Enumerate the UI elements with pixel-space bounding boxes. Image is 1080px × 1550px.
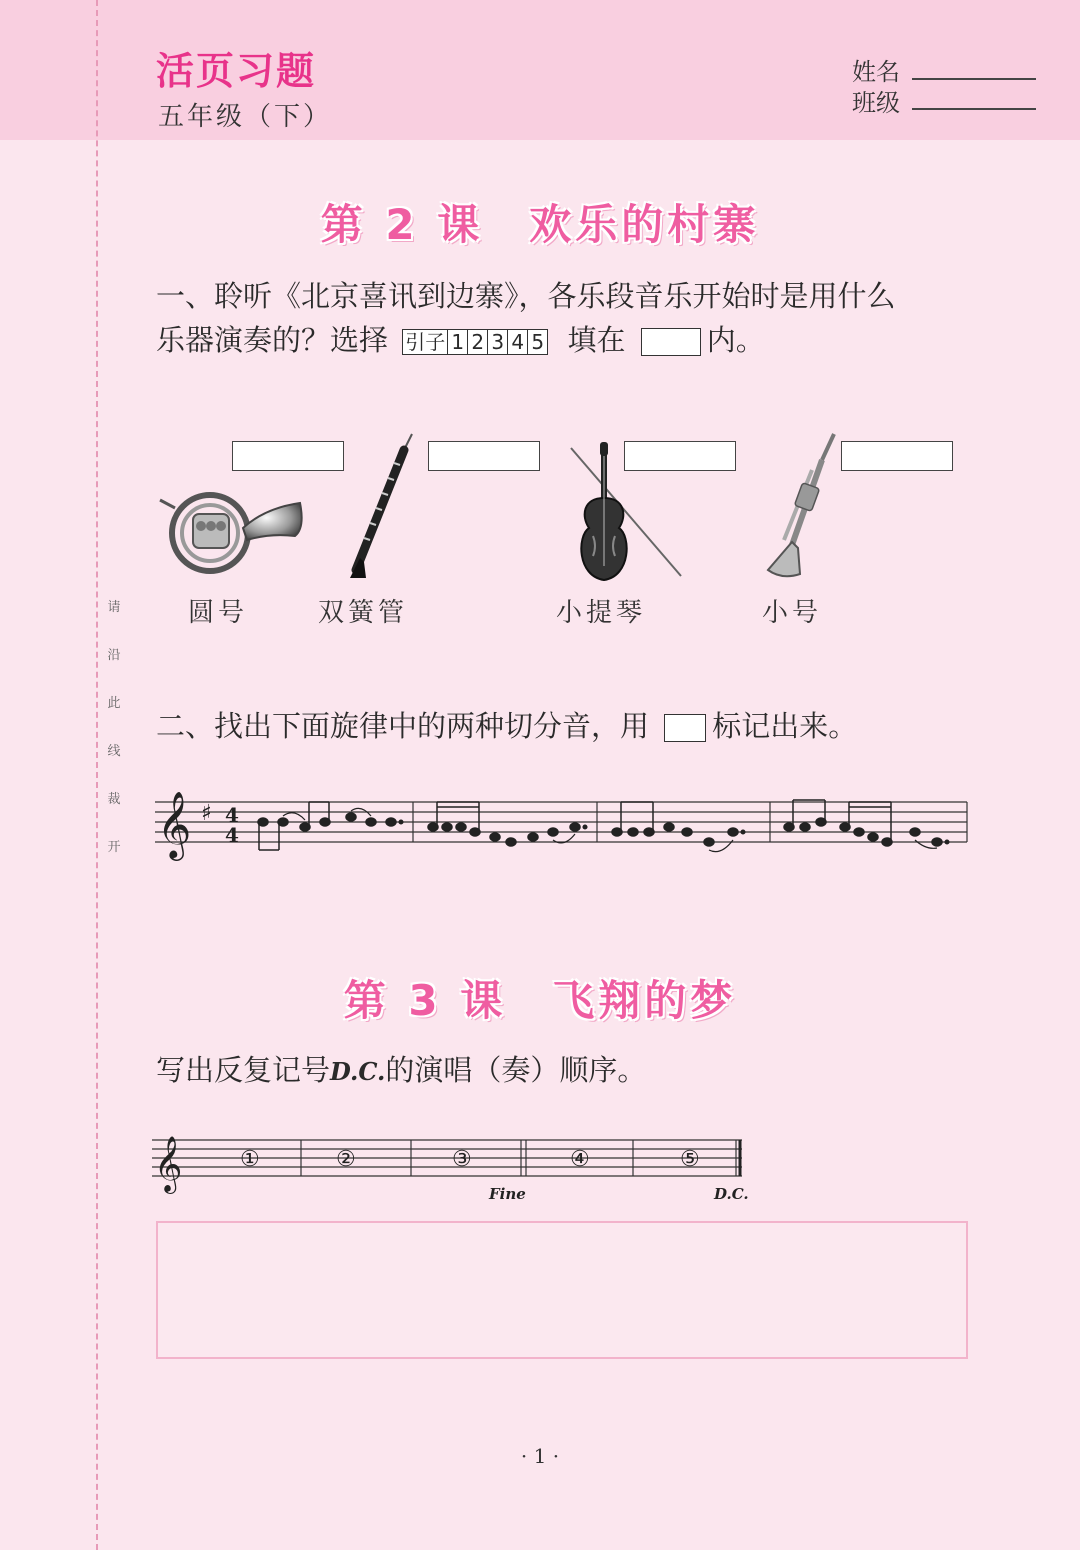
question-2-text-b: 标记出来。: [712, 709, 858, 743]
dc-symbol: D.C.: [330, 1057, 386, 1086]
option-intro: 引子: [402, 329, 448, 355]
trumpet-icon: [762, 430, 842, 580]
repeat-staff: [152, 1130, 757, 1210]
instrument-label: 小号: [762, 598, 823, 628]
answer-box-trumpet[interactable]: [841, 441, 953, 471]
lesson-3-title: 第 3 课 飞翔的梦: [343, 976, 737, 1025]
question-1-line-2: [156, 318, 765, 359]
lesson-3-prompt: [156, 1048, 646, 1089]
instrument-label: 双簧管: [318, 598, 409, 628]
name-label: 姓名: [852, 58, 900, 86]
cut-note-char: 此: [107, 696, 121, 711]
cut-note-char: 请: [107, 600, 121, 615]
measure-2: ②: [336, 1147, 356, 1172]
question-2: [156, 704, 857, 745]
lesson-2-title: 第 2 课 欢乐的村寨: [320, 200, 760, 249]
treble-clef-icon: 𝄞: [154, 1136, 183, 1192]
question-1-text-b: 填在: [567, 323, 626, 357]
instrument-label: 小提琴: [556, 598, 647, 628]
option-5: 5: [527, 329, 548, 355]
question-1-text-a: 乐器演奏的？选择: [156, 323, 389, 357]
option-2: 2: [467, 329, 488, 355]
oboe-icon: [342, 430, 422, 580]
dc-mark: D.C.: [714, 1185, 749, 1203]
cut-note-char: 裁: [107, 792, 121, 807]
option-boxes: [403, 323, 557, 357]
brand-title: 活页习题: [156, 49, 317, 93]
treble-clef-icon: 𝄞: [157, 790, 192, 858]
time-signature-bottom: 4: [225, 823, 239, 847]
option-1: 1: [447, 329, 468, 355]
answer-area[interactable]: [156, 1221, 968, 1359]
name-field[interactable]: [912, 78, 1036, 80]
measure-3: ③: [452, 1147, 472, 1172]
measure-5: ⑤: [680, 1147, 700, 1172]
cut-note-char: 开: [107, 840, 121, 855]
answer-box-horn[interactable]: [232, 441, 344, 471]
cut-note-char: 沿: [107, 648, 121, 663]
answer-box-oboe[interactable]: [428, 441, 540, 471]
option-4: 4: [507, 329, 528, 355]
cut-note-char: 线: [107, 744, 121, 759]
time-signature-top: 4: [225, 803, 239, 827]
class-label: 班级: [852, 89, 900, 117]
prompt-text-a: 写出反复记号: [156, 1053, 331, 1087]
question-2-text-a: 二、找出下面旋律中的两种切分音，用: [156, 709, 650, 743]
class-field[interactable]: [912, 108, 1036, 110]
french-horn-icon: [155, 478, 305, 578]
measure-1: ①: [240, 1147, 260, 1172]
question-1-text-c: 内。: [706, 323, 765, 357]
prompt-text-b: 的演唱（奏）顺序。: [385, 1053, 647, 1087]
option-3: 3: [487, 329, 508, 355]
instrument-label: 圆号: [188, 598, 249, 628]
grade-label: 五年级（下）: [158, 102, 333, 132]
mark-box-sample: [664, 714, 706, 742]
sharp-icon: ♯: [201, 801, 212, 826]
fine-mark: Fine: [489, 1185, 526, 1203]
measure-4: ④: [570, 1147, 590, 1172]
sample-box: [641, 328, 701, 356]
page-number: · 1 ·: [520, 1444, 560, 1468]
question-1-line-1: 一、聆听《北京喜讯到边寨》，各乐段音乐开始时是用什么: [156, 279, 896, 313]
melody-staff: [155, 780, 970, 870]
violin-icon: [563, 436, 688, 586]
